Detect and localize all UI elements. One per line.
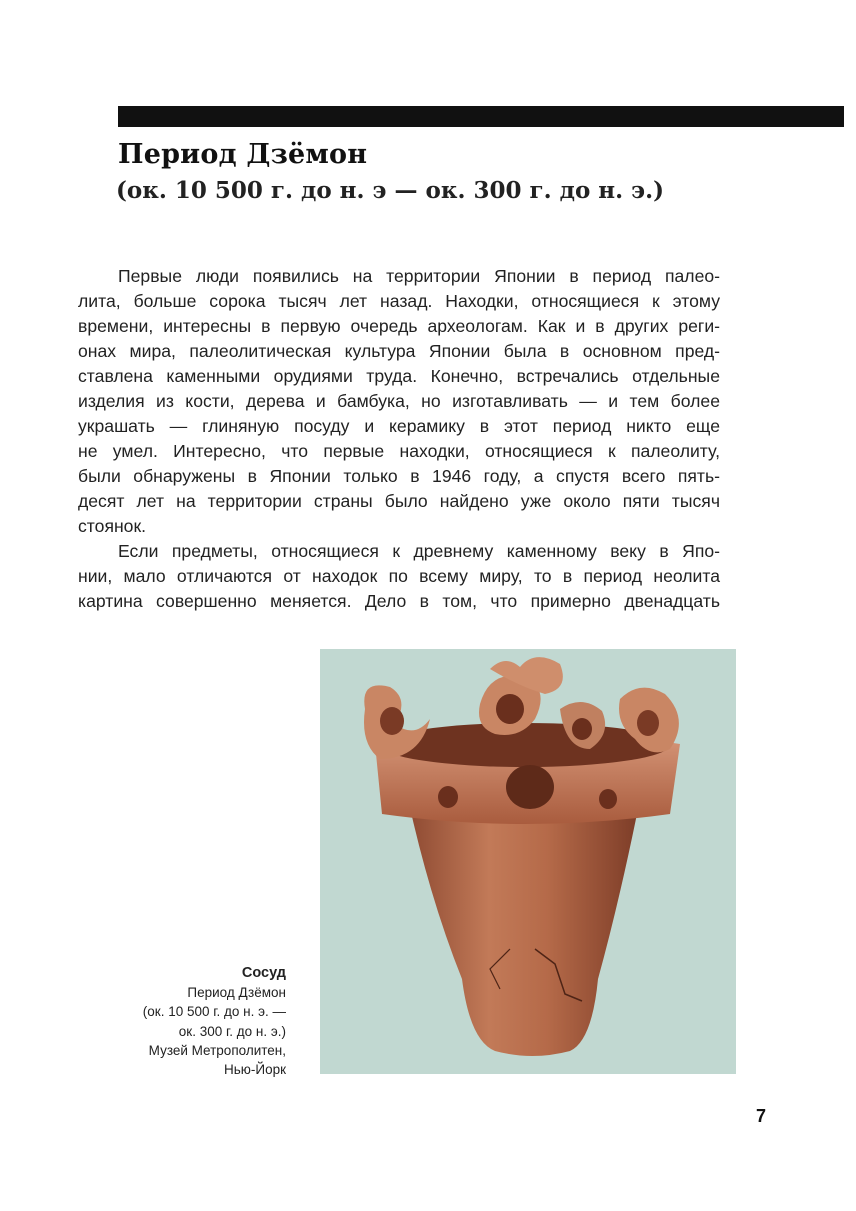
caption-line: ок. 300 г. до н. э.) [178,1023,286,1039]
heading-bar [118,106,844,127]
body-line: украшать — глиняную посуду и керамику в этот период никто еще [78,416,720,436]
body-line: стоянок. [78,516,147,536]
body-line: нии, мало отличаются от находок по всему миру, то в период неолита [78,566,720,586]
body-line: времени, интересны в первую очередь археологам. Как и в других реги- [78,316,720,336]
body-line: были обнаружены в Японии только в 1946 году, а спустя всего пять- [78,466,720,486]
body-line: картина совершенно меняется. Дело в том, что примерно двенадцать [78,591,720,611]
caption-line: (ок. 10 500 г. до н. э. — [142,1004,286,1020]
page-number: 7 [756,1106,767,1126]
page-subtitle: (ок. 10 500 г. до н. э — ок. 300 г. до н. э.) [116,177,665,204]
body-line: Первые люди появились на территории Японии в период палео- [118,266,720,286]
caption-line: Музей Метрополитен, [148,1042,286,1058]
body-line: Если предметы, относящиеся к древнему каменному веку в Япо- [118,541,720,561]
caption-title: Сосуд [241,965,286,981]
body-line: десят лет на территории страны было найдено уже около пяти тысяч [78,491,720,511]
jomon-vessel-image [320,649,736,1074]
caption-line: Период Дзёмон [187,985,286,1001]
body-text [78,264,720,614]
body-line: лита, больше сорока тысяч лет назад. Находки, относящиеся к этому [78,291,720,311]
figure-caption [143,964,286,1079]
body-line: онах мира, палеолитическая культура Японии была в основном пред- [78,341,720,361]
jomon-vessel-photo [320,649,736,1074]
page-title: Период Дзёмон [118,139,368,170]
body-line: ставлена каменными орудиями труда. Конечно, встречались отдельные [78,366,720,386]
caption-line: Нью-Йорк [223,1062,286,1078]
body-line: изделия из кости, дерева и бамбука, но изготавливать — и тем более [78,391,720,411]
body-line: не умел. Интересно, что первые находки, относящиеся к палеолиту, [78,441,720,461]
